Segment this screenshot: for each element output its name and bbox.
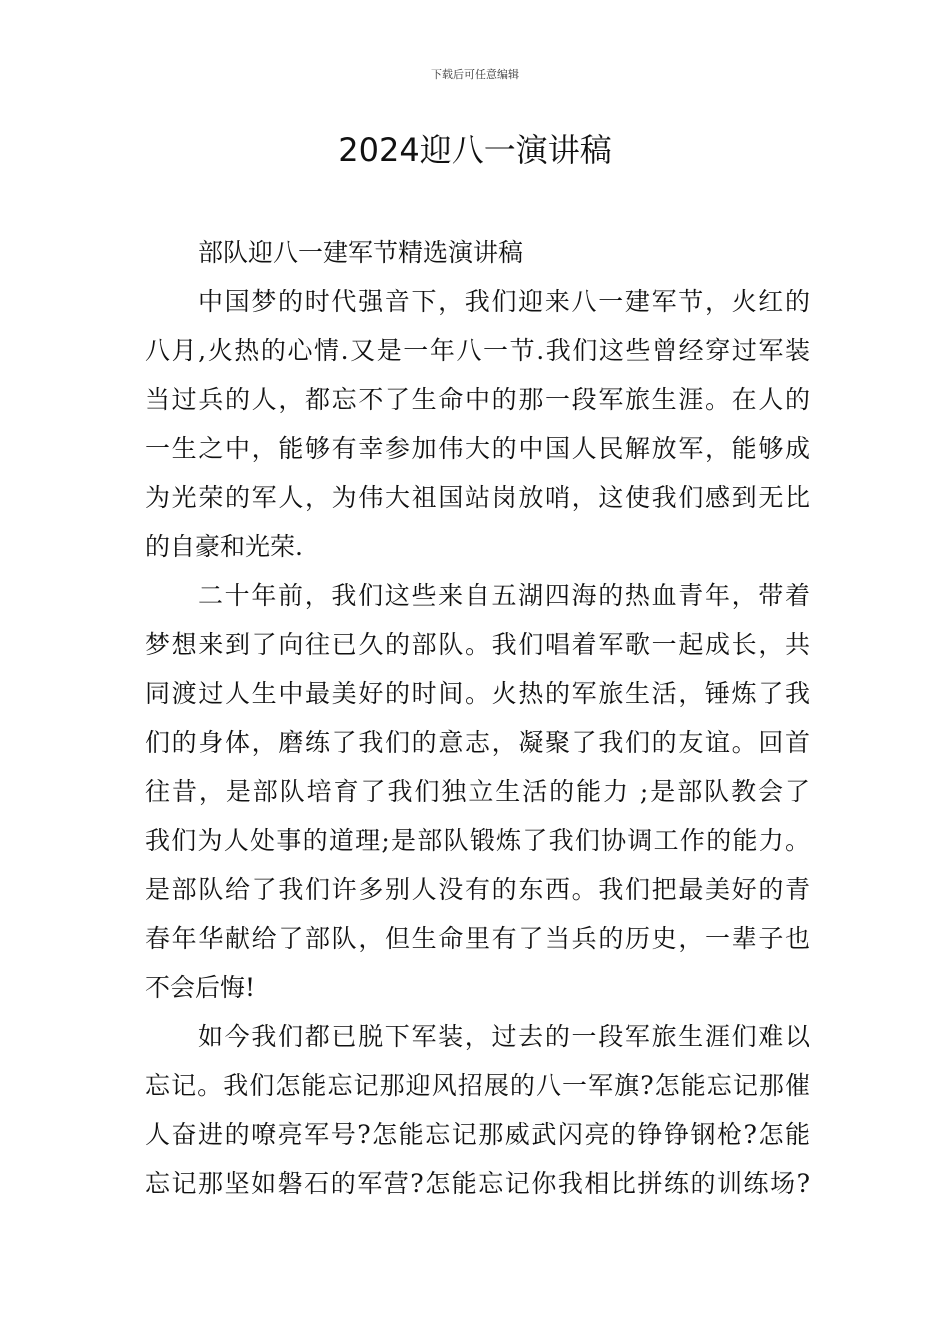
text-line: 人奋进的嘹亮军号?怎能忘记那威武闪亮的铮铮钢枪?怎能 (145, 1120, 810, 1149)
text-line: 春年华献给了部队，但生命里有了当兵的历史，一辈子也 (145, 924, 810, 953)
text-line: 的自豪和光荣. (145, 532, 303, 561)
text-line: 为光荣的军人，为伟大祖国站岗放哨，这使我们感到无比 (145, 483, 810, 512)
text-line: 忘记那坚如磐石的军营?怎能忘记你我相比拼练的训练场? (145, 1169, 810, 1198)
text-line: 同渡过人生中最美好的时间。火热的军旅生活，锤炼了我 (145, 679, 810, 708)
text-line: 不会后悔! (145, 973, 256, 1002)
text-line: 八月,火热的心情.又是一年八一节.我们这些曾经穿过军装 (145, 336, 810, 365)
document-body (145, 228, 810, 1208)
text-line: 忘记。我们怎能忘记那迎风招展的八一军旗?怎能忘记那催 (145, 1071, 810, 1100)
document-title: 2024迎八一演讲稿 (338, 131, 612, 169)
text-line: 如今我们都已脱下军装，过去的一段军旅生涯们难以 (198, 1022, 810, 1051)
text-line: 梦想来到了向往已久的部队。我们唱着军歌一起成长，共 (145, 630, 810, 659)
text-line: 是部队给了我们许多别人没有的东西。我们把最美好的青 (145, 875, 810, 904)
text-line: 当过兵的人，都忘不了生命中的那一段军旅生涯。在人的 (145, 385, 810, 414)
text-line: 中国梦的时代强音下，我们迎来八一建军节，火红的 (198, 287, 810, 316)
header-note: 下载后可任意编辑 (431, 68, 519, 81)
text-line: 往昔，是部队培育了我们独立生活的能力 ;是部队教会了 (145, 777, 810, 806)
text-line: 我们为人处事的道理;是部队锻炼了我们协调工作的能力。 (145, 826, 810, 855)
text-line: 们的身体，磨练了我们的意志，凝聚了我们的友谊。回首 (145, 728, 810, 757)
text-line: 一生之中，能够有幸参加伟大的中国人民解放军，能够成 (145, 434, 810, 463)
text-line: 二十年前，我们这些来自五湖四海的热血青年，带着 (198, 581, 810, 610)
text-line: 部队迎八一建军节精选演讲稿 (198, 238, 524, 267)
